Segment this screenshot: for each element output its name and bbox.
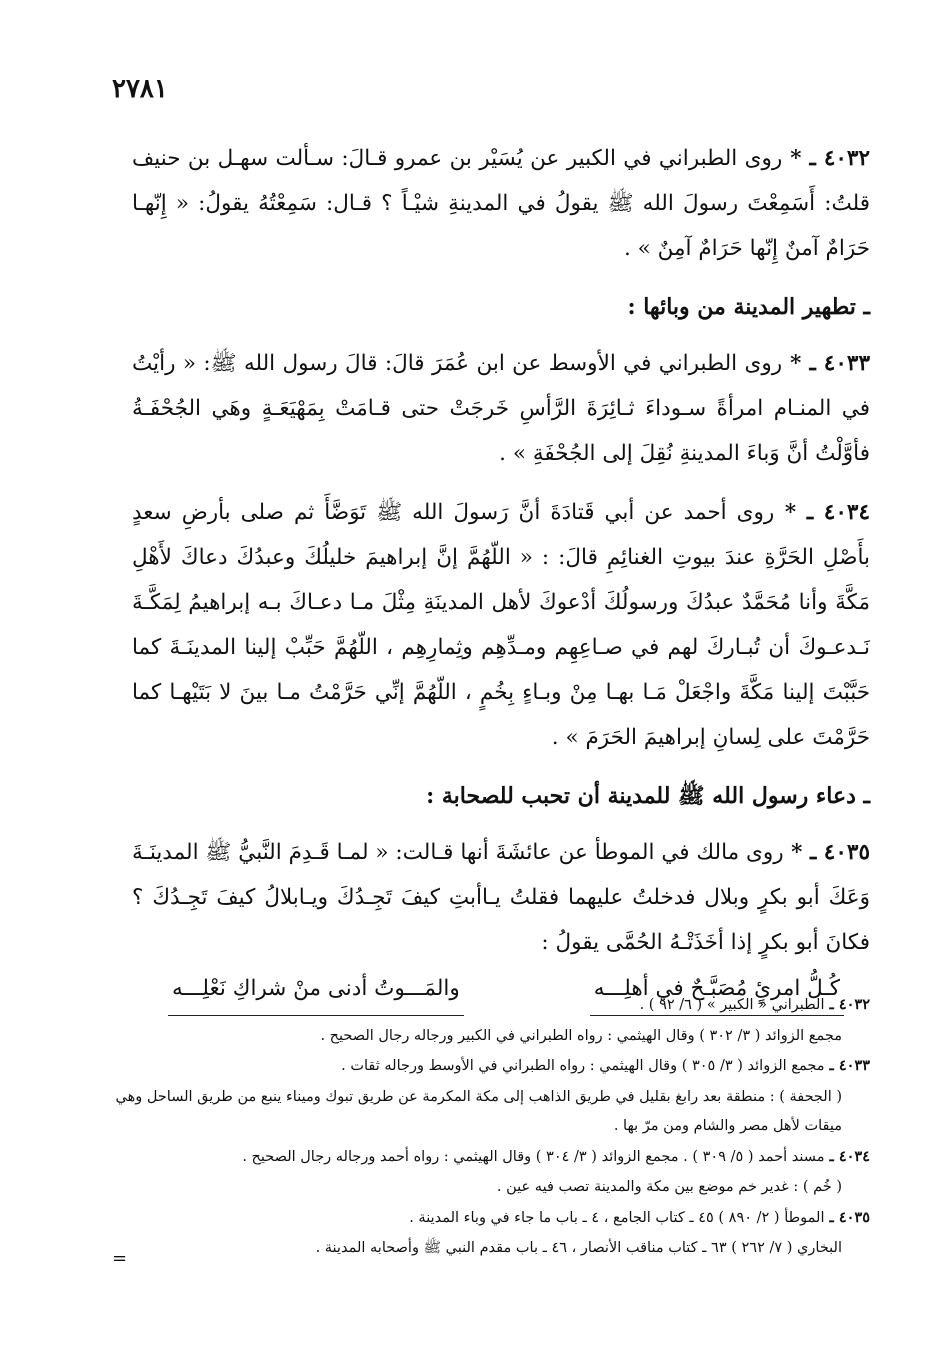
footnote-number: ٤٠٣٢ ـ: [824, 996, 870, 1013]
footnote-number: ٤٠٣٣ ـ: [824, 1057, 870, 1074]
margin-mark: =: [112, 1248, 128, 1269]
footnote: [110, 1233, 870, 1264]
footnote-text: البخاري ( ٧/ ٢٦٢ ) ٦٣ ـ كتاب مناقب الأنصار ، ٤٦ ـ باب مقدم النبي ﷺ وأصحابه المدينة .: [315, 1240, 842, 1256]
footnote-text: مسند أحمد ( ٥/ ٣٠٩ ) . مجمع الزوائد ( ٣/ ٣٠٤ ) وقال الهيثمي : رواه أحمد ورجاله رجال الصحيح .: [242, 1148, 825, 1165]
hadith-number: ٤٠٣٤ ـ *: [774, 500, 870, 525]
hadith-number: ٤٠٣٥ ـ *: [783, 840, 870, 865]
footnote-text: مجمع الزوائد ( ٣/ ٣٠٥ ) وقال الهيثمي : رواه الطبراني في الأوسط ورجاله ثقات .: [341, 1058, 825, 1074]
footnote-number: ٤٠٣٤ ـ: [824, 1147, 870, 1165]
hadith-number: ٤٠٣٣ ـ *: [782, 351, 870, 376]
footnote-text: الطبراني « الكبير » ( ٦/ ٩٢ ) .: [639, 997, 825, 1013]
footnote: [110, 1082, 870, 1142]
hadith-text: روى الطبراني في الكبير عن يُسَيْر بن عمرو قـالَ: سـألت سهـل بن حنيف قلتُ: أَسَمِعْتَ رسولَ الله ﷺ يقولُ في المدينةِ شيْـاً ؟ قـال: سَمِعْتُهُ يقولُ: « إِنّهـا حَرَامٌ آمنٌ إِنّها حَرَامٌ آمِنٌ » .: [132, 146, 870, 261]
hadith-4033: [132, 341, 870, 476]
section-heading: ـ دعاء رسول الله ﷺ للمدينة أن تحبب للصحابة :: [426, 783, 870, 809]
footnotes: [110, 990, 870, 1264]
footnote-text: ( الجحفة ) : منطقة بعد رابغ بقليل في طريق الذاهب إلى مكة المكرمة عن طريق تبوك وميناء ينبع من طريق الساحل وهي ميقات لأهل مصر والشام ومن مرّ بها .: [115, 1088, 842, 1134]
footnote: [110, 1203, 870, 1234]
footnote-text: مجمع الزوائد ( ٣/ ٣٠٢ ) وقال الهيثمي : رواه الطبراني في الكبير ورجاله رجال الصحيح .: [320, 1027, 842, 1044]
footnote-number: ٤٠٣٥ ـ: [824, 1208, 870, 1226]
hadith-4032: [132, 136, 870, 271]
footnote: [110, 1021, 870, 1052]
hadith-text: روى مالك في الموطأ عن عائشَةَ أنها قـالت: « لمـا قَـدِمَ النَّبيُّ ﷺ المدينَـةَ وَعَكَ أبو بكرٍ وبلال فدخلتُ عليهما فقلتُ يـاأبتِ كيفَ تَجِـدُكَ ويـابلالُ كيفَ تَجِـدُكَ ؟ فكانَ أبو بكرٍ إذا أخَذَتْـهُ الحُمَّى يقولُ :: [132, 840, 870, 955]
hadith-number: ٤٠٣٢ ـ *: [782, 146, 871, 171]
footnote: [110, 990, 870, 1021]
footnote: [110, 1051, 870, 1082]
section-heading: ـ تطهير المدينة من وبائها :: [627, 294, 870, 320]
hadith-4035: [132, 830, 870, 965]
main-text: [132, 136, 870, 1016]
hadith-4034: [132, 490, 870, 760]
page-number: ٢٧٨١: [112, 74, 168, 104]
hadith-text: روى الطبراني في الأوسط عن ابن عُمَرَ قالَ: قالَ رسول الله ﷺ: « رأيْتُ في المنـام امرأةً سـوداءَ ثـائِرَةَ الرَّأسِ خَرجَتْ حتى قـامَتْ بِمَهْيَعَـةٍ وهَي الجُحْفَـةُ فأوَّلْتُ أنَّ وَباءَ المدينةِ نُقِلَ إلى الجُحْفَةِ » .: [132, 351, 870, 466]
footnote-text: الموطأ ( ٢/ ٨٩٠ ) ٤٥ ـ كتاب الجامع ، ٤ ـ باب ما جاء في وباء المدينة .: [409, 1209, 825, 1226]
footnote: [110, 1172, 870, 1203]
footnote: [110, 1142, 870, 1173]
verse-second-hemistich: والمَـــوتُ أدنى منْ شراكِ نَعْلِـــه: [168, 967, 464, 1016]
footnote-text: ( خُم ) : غدير خم موضع بين مكة والمدينة تصب فيه عين .: [496, 1179, 842, 1195]
verse-first-hemistich: كُـلُّ امرئٍ مُصَبَّـحٌ في أهلِـــه: [590, 967, 844, 1016]
hadith-text: روى أحمد عن أبي قَتادَةَ أنَّ رَسولَ الله ﷺ تَوَضَّأَ ثم صلى بأرضِ سعدٍ بأَصْلِ الحَرَّةِ عندَ بيوتِ الغنائِمِ قالَ: : « اللّهُمَّ إنَّ إبراهيمَ خليلُكَ وعبدُكَ دعاكَ لأَهْلِ مَكَّةَ وأنا مُحَمَّدٌ عبدُكَ ورسولُكَ أدْعوكَ لأهل المدينَةِ مِثْلَ مـا دعـاكَ بـه إبراهيمُ لِمَكَّـةَ نَـدعـوكَ أن تُبـاركَ لهم في صـاعِهِم ومـدِّهِم وثِمارِهِم ، اللّهُمَّ حَبِّبْ إلينا المدينَـةَ كما حَبَّبْتَ إلينا مَكَّةَ واجْعَلْ مَـا بهـا مِنْ وبـاءٍ بِخُمٍ ، اللّهُمَّ إنِّي حَرَّمْتُ مـا بينَ لا بَتَيْهـا كما حَرَّمْتَ على لِسانِ إبراهيمَ الحَرَمَ » .: [132, 500, 870, 750]
